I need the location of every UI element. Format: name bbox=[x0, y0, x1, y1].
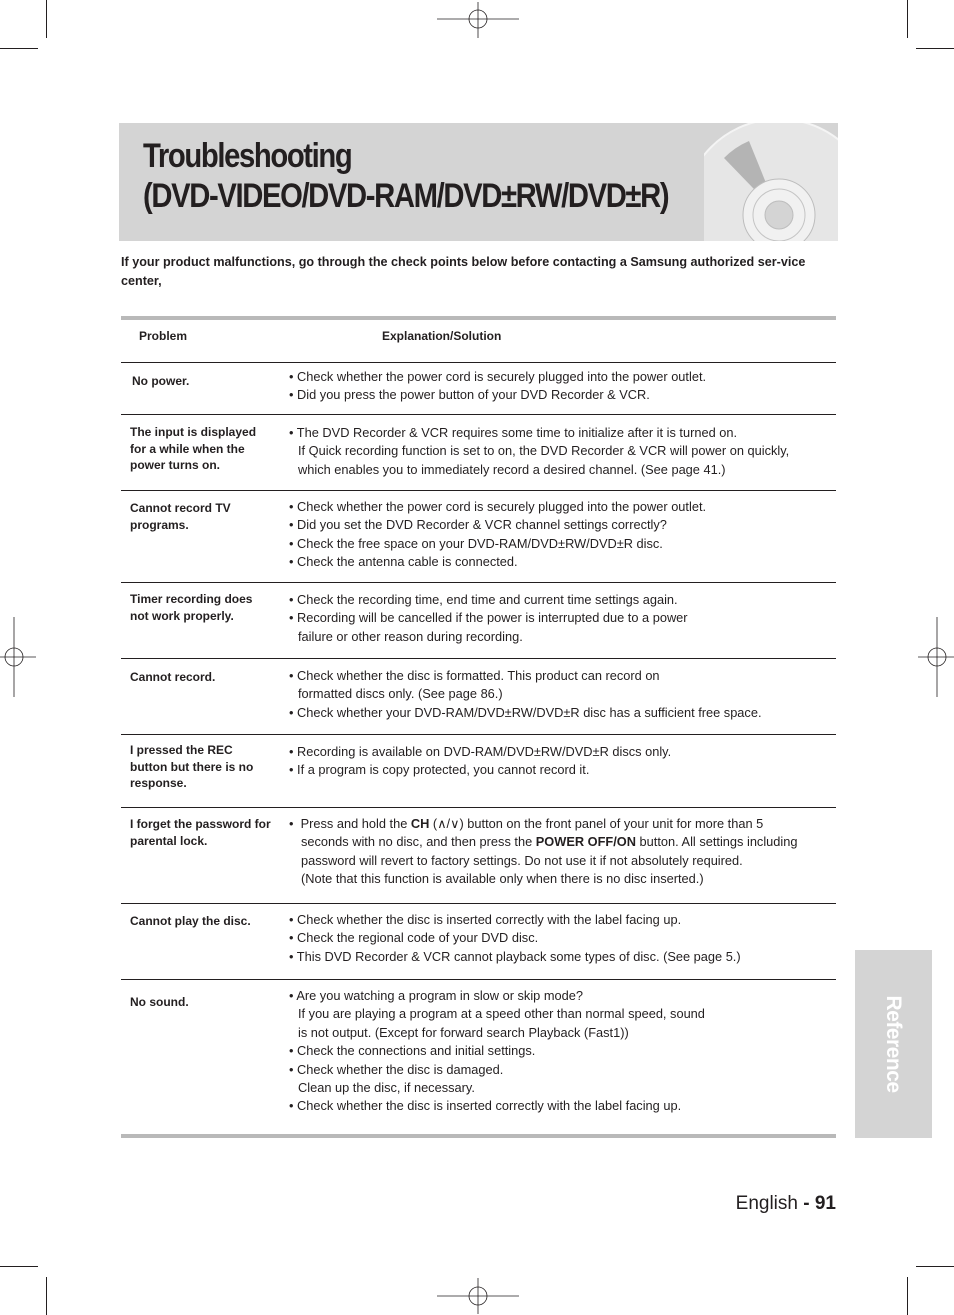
crop-mark bbox=[916, 48, 954, 49]
solution-line: • Did you press the power button of your DVD Recorder & VCR. bbox=[289, 387, 650, 403]
intro-text: If your product malfunctions, go through the check points below before contacting a Samsung authorized ser-vice center, bbox=[121, 255, 806, 288]
registration-mark-left bbox=[0, 617, 36, 697]
row-divider bbox=[121, 490, 836, 491]
crop-mark bbox=[0, 48, 38, 49]
solution-line: • Recording will be cancelled if the power is interrupted due to a power bbox=[289, 610, 688, 626]
row-divider bbox=[121, 582, 836, 583]
solution-no-sound bbox=[289, 987, 834, 1116]
solution-line: which enables you to immediately record a desired channel. (See page 41.) bbox=[298, 461, 726, 477]
solution-cannot-record-tv bbox=[289, 498, 834, 572]
row-divider bbox=[121, 903, 836, 904]
solution-line: • Check whether the disc is inserted correctly with the label facing up. bbox=[289, 912, 682, 927]
solution-line: formatted discs only. (See page 86.) bbox=[298, 686, 503, 702]
solution-line: • Check whether the power cord is securely plugged into the power outlet. bbox=[289, 369, 707, 384]
page-number: 91 bbox=[814, 1193, 836, 1214]
solution-cannot-record bbox=[289, 667, 834, 722]
footer-language: English bbox=[735, 1193, 798, 1214]
problem-input-displayed: The input is displayed for a while when the power turns on. bbox=[130, 425, 257, 472]
solution-line: • If a program is copy protected, you cannot record it. bbox=[289, 762, 590, 778]
header-problem: Problem bbox=[139, 329, 188, 343]
row-divider bbox=[121, 414, 836, 415]
solution-line: • Check the antenna cable is connected. bbox=[289, 554, 518, 570]
solution-line: • Are you watching a program in slow or skip mode? bbox=[289, 988, 583, 1003]
crop-mark bbox=[46, 1277, 47, 1315]
row-divider bbox=[121, 979, 836, 980]
ch-button-label: CH bbox=[410, 816, 430, 831]
section-side-tab-label: Reference bbox=[882, 995, 905, 1093]
solution-line: If you are playing a program at a speed other than normal speed, sound bbox=[298, 1006, 705, 1022]
registration-mark-top bbox=[437, 2, 519, 38]
solution-line: • Check whether the power cord is securely plugged into the power outlet. bbox=[289, 499, 707, 514]
solution-line: Clean up the disc, if necessary. bbox=[298, 1080, 475, 1096]
solution-line: • Check whether your DVD-RAM/DVD±RW/DVD±R disc has a sufficient free space. bbox=[289, 704, 762, 720]
row-divider bbox=[121, 658, 836, 659]
solution-rec-button bbox=[289, 743, 834, 780]
solution-line: • Check whether the disc is formatted. This product can record on bbox=[289, 668, 660, 683]
problem-cannot-record: Cannot record. bbox=[130, 670, 216, 684]
solution-line: • Recording is available on DVD-RAM/DVD±RW/DVD±R discs only. bbox=[289, 744, 672, 759]
power-button-label: POWER OFF/ON bbox=[535, 834, 636, 850]
crop-mark bbox=[916, 1266, 954, 1267]
solution-cannot-play bbox=[289, 911, 834, 966]
page-title-line-2: (DVD-VIDEO/DVD-RAM/DVD±RW/DVD±R) bbox=[143, 177, 669, 215]
solution-line: is not output. (Except for forward search Playback (Fast1)) bbox=[298, 1024, 629, 1040]
solution-line: • Check the free space on your DVD-RAM/DVD±RW/DVD±R disc. bbox=[289, 535, 663, 551]
solution-line: • Check whether the disc is inserted correctly with the label facing up. bbox=[289, 1098, 682, 1114]
crop-mark bbox=[907, 1277, 908, 1315]
crop-mark bbox=[0, 1266, 38, 1267]
solution-text: Press and hold the bbox=[300, 816, 411, 831]
page-title-line-1: Troubleshooting bbox=[143, 137, 352, 175]
solution-input-displayed bbox=[289, 424, 834, 479]
solution-line: • Check the connections and initial settings. bbox=[289, 1043, 536, 1059]
problem-forgot-password: I forget the password for parental lock. bbox=[130, 817, 271, 848]
title-band bbox=[119, 123, 838, 241]
row-divider bbox=[121, 734, 836, 735]
solution-line: • Check the recording time, end time and current time settings again. bbox=[289, 592, 678, 607]
solution-line bbox=[289, 815, 834, 833]
solution-line: If Quick recording function is set to on, the DVD Recorder & VCR will power on quickly, bbox=[298, 443, 790, 459]
page-footer bbox=[700, 1193, 836, 1215]
solution-line: • Check whether the disc is damaged. bbox=[289, 1061, 504, 1077]
crop-mark bbox=[907, 0, 908, 38]
problem-cannot-record-tv: Cannot record TV programs. bbox=[130, 501, 231, 532]
solution-line: • Did you set the DVD Recorder & VCR channel settings correctly? bbox=[289, 517, 667, 533]
solution-text: seconds with no disc, and then press the bbox=[301, 834, 536, 850]
registration-mark-right bbox=[918, 617, 954, 697]
solution-line: password will revert to factory settings. Do not use it if not absolutely required. bbox=[301, 852, 743, 868]
table-top-rule bbox=[121, 316, 836, 320]
row-divider bbox=[121, 362, 836, 363]
table-bottom-rule bbox=[121, 1134, 836, 1138]
solution-line: • This DVD Recorder & VCR cannot playback some types of disc. (See page 5.) bbox=[289, 948, 741, 964]
solution-line bbox=[289, 833, 834, 851]
solution-forgot-password bbox=[289, 815, 834, 889]
footer-separator: - bbox=[797, 1193, 815, 1214]
header-solution: Explanation/Solution bbox=[382, 329, 502, 343]
disc-icon bbox=[704, 123, 838, 241]
registration-mark-bottom bbox=[437, 1278, 519, 1314]
bullet: • bbox=[289, 816, 294, 831]
solution-text: button. All settings including bbox=[636, 834, 798, 850]
solution-line: (Note that this function is available only when there is no disc inserted.) bbox=[301, 871, 704, 887]
solution-no-power bbox=[289, 368, 834, 405]
problem-no-power: No power. bbox=[132, 374, 190, 388]
row-divider bbox=[121, 807, 836, 808]
problem-cannot-play: Cannot play the disc. bbox=[130, 914, 251, 928]
problem-rec-button: I pressed the REC button but there is no response. bbox=[130, 743, 254, 790]
problem-no-sound: No sound. bbox=[130, 995, 189, 1009]
problem-timer-recording: Timer recording does not work properly. bbox=[130, 592, 253, 623]
solution-line: • The DVD Recorder & VCR requires some time to initialize after it is turned on. bbox=[289, 425, 738, 440]
solution-line: • Check the regional code of your DVD disc. bbox=[289, 930, 539, 946]
crop-mark bbox=[46, 0, 47, 38]
solution-timer-recording bbox=[289, 591, 834, 646]
solution-line: failure or other reason during recording. bbox=[298, 628, 523, 644]
solution-text: (∧/∨) button on the front panel of your unit for more than 5 bbox=[429, 816, 764, 831]
